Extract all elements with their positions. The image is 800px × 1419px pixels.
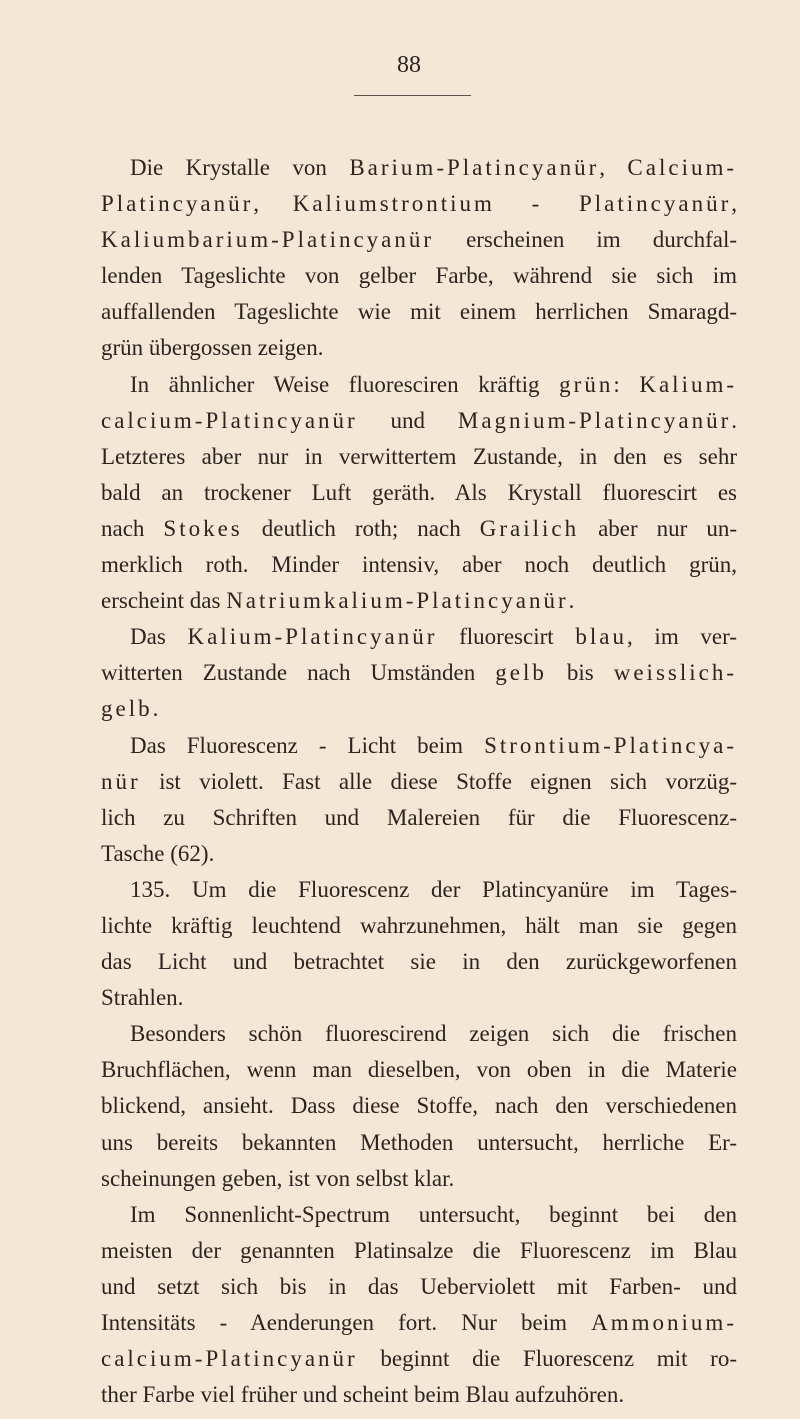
spaced-term: weisslich- [613,660,737,686]
spaced-term: Magnium-Platincyanür [457,407,732,433]
text-segment: grün übergossen zeigen. [101,335,324,361]
text-line [101,1125,737,1161]
spaced-term: Calcium- [627,155,738,180]
spaced-term: Barium-Platincyanür [349,155,600,180]
text-line [101,619,737,655]
text-segment: Intensitäts - Aenderungen fort. Nur beim [101,1310,592,1335]
text-segment: Tasche (62). [101,840,215,866]
text-line [101,1161,737,1197]
text-line [101,258,737,294]
text-segment: . [568,588,575,614]
text-segment: beginnt die Fluorescenz mit ro- [357,1346,737,1372]
text-segment: Im Sonnenlicht-Spectrum untersucht, beginnt bei den [130,1201,737,1227]
text-segment: Besonders schön fluorescirend zeigen sich die frischen [130,1021,737,1047]
spaced-term: gelb [495,660,547,686]
text-line [101,1377,737,1413]
text-segment: auffallenden Tageslichte wie mit einem herrlichen Smaragd- [101,299,737,325]
text-segment: das Licht und betrachtet sie in den zurückgeworfenen [101,949,737,975]
text-segment: bald an trockener Luft geräth. Als Krystall fluorescirt es [101,479,737,505]
text-segment: erscheint das [101,588,227,614]
text-line [101,294,737,330]
text-line [101,1305,737,1341]
text-line [101,1052,737,1088]
text-line [101,691,737,727]
text-line [101,403,737,439]
text-line [101,1197,737,1233]
spaced-term: Kalium- [639,371,738,397]
text-line [101,872,737,908]
text-segment: scheinungen geben, ist von selbst klar. [101,1165,455,1191]
text-segment: fluorescirt [437,624,576,650]
spaced-term: grün [559,371,614,397]
text-segment: lenden Tageslichte von gelber Farbe, während sie sich im [101,263,737,289]
text-segment: Strahlen. [101,985,184,1011]
text-line [101,439,737,475]
spaced-term: calcium-Platincyanür [101,1346,358,1372]
text-segment: lich zu Schriften und Malereien für die Fluorescenz- [101,804,737,830]
header-rule [354,95,471,96]
text-segment: witterten Zustande nach Umständen [101,660,496,686]
text-segment: bis [546,660,614,686]
text-line [101,655,737,691]
text-segment: deutlich roth; nach [242,515,480,541]
text-segment: und [357,407,458,433]
spaced-term: nür [101,768,141,794]
text-line [101,1088,737,1124]
text-segment: : [613,371,640,397]
text-segment: . [731,407,737,433]
spaced-term: Ammonium- [591,1310,737,1335]
text-segment: und setzt sich bis in das Ueberviolett mit Farben- und [101,1273,737,1299]
text-segment: nach [101,515,164,541]
text-line [101,1269,737,1305]
text-line [101,330,737,366]
text-segment: In ähnlicher Weise fluoresciren kräftig [130,371,560,397]
text-segment: aber nur un- [579,515,737,541]
text-line [101,836,737,872]
text-line [101,764,737,800]
text-segment: ther Farbe viel früher und scheint beim Blau aufzuhören. [101,1382,625,1408]
spaced-term: Kaliumstrontium - Platincyanür [292,191,732,217]
page-number: 88 [397,52,421,78]
text-line [101,1016,737,1052]
spaced-term: calcium-Platincyanür [101,407,358,433]
text-segment: lichte kräftig leuchtend wahrzunehmen, hält man sie gegen [101,912,737,938]
text-segment: uns bereits bekannten Methoden untersucht, herrliche Er- [101,1129,737,1155]
text-segment: erscheinen im durchfal- [434,227,737,253]
text-line [101,944,737,980]
text-segment: Das [130,624,188,650]
text-segment: Bruchflächen, wenn man dieselben, von oben in die Materie [101,1057,737,1083]
spaced-term: Kaliumbarium-Platincyanür [101,227,435,253]
text-segment: , [731,191,737,217]
text-line [101,980,737,1016]
spaced-term: blau [575,624,627,650]
spaced-term: Platincyanür [101,191,254,217]
text-line [101,511,737,547]
spaced-term: gelb [101,696,153,722]
text-segment: Die Krystalle von [130,155,350,180]
text-line [101,1233,737,1269]
spaced-term: Kalium-Platincyanür [187,624,438,650]
text-segment: 135. Um die Fluorescenz der Platincyanüre im Tages- [130,876,737,902]
text-line [101,1341,737,1377]
text-line [101,186,737,222]
spaced-term: Natriumkalium-Platincyanür [226,588,569,614]
text-segment: , [599,155,628,180]
spaced-term: Grailich [479,515,580,541]
spaced-term: Strontium-Platincya- [484,732,737,758]
spaced-term: Stokes [163,515,243,541]
text-line [101,547,737,583]
text-segment: meisten der genannten Platinsalze die Fluorescenz im Blau [101,1237,737,1263]
text-line [101,222,737,258]
text-segment: Das Fluorescenz - Licht beim [130,732,485,758]
text-segment: blickend, ansieht. Dass diese Stoffe, nach den verschiedenen [101,1093,737,1119]
text-line [101,908,737,944]
text-line [101,728,737,764]
text-line [101,475,737,511]
text-segment: ist violett. Fast alle diese Stoffe eignen sich vorzüg- [140,768,737,794]
text-line [101,800,737,836]
text-segment: . [152,696,159,722]
text-segment: , [253,191,293,217]
text-segment: merklich roth. Minder intensiv, aber noch deutlich grün, [101,552,737,578]
text-line [101,367,737,403]
text-segment: Letzteres aber nur in verwittertem Zustande, in den es sehr [101,443,737,469]
text-segment: , im ver- [626,624,737,650]
text-line [101,150,737,186]
text-line [101,583,737,619]
body-text [101,150,737,1413]
